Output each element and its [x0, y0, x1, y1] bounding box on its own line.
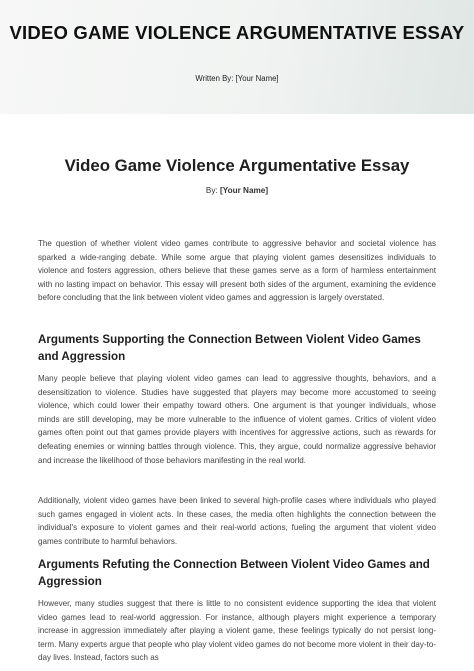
- heading-refuting: Arguments Refuting the Connection Between Violent Video Games and Aggression: [38, 558, 430, 588]
- document-title: Video Game Violence Argumentative Essay: [64, 156, 410, 175]
- heading-supporting: Arguments Supporting the Connection Between Violent Video Games and Aggression: [38, 333, 421, 363]
- banner-written-by: Written By: [Your Name]: [195, 74, 279, 83]
- header-banner: [0, 0, 474, 114]
- supporting-paragraph-1: Many people believe that playing violent video games can lead to aggressive thoughts, behaviors, and a desensitization to violence. Studies have suggested that players may become more accustomed to seeing violence, which could lower their empathy toward others. One argument is that younger individuals, whose minds are still developing, may be more vulnerable to the influence of violent games. Critics of violent video games often point out that games provide players with incentives for aggressive actions, such as rewards for defeating enemies or winning battles through violence. This, they argue, could normalize aggressive behavior and increase the likelihood of those behaviors manifesting in the real world.: [38, 374, 436, 465]
- intro-paragraph: The question of whether violent video games contribute to aggressive behavior and societal violence has sparked a wide-ranging debate. While some argue that playing violent games desensitizes individuals to violence and fosters aggression, others believe that these games serve as a form of harmless entertainment with no lasting impact on behavior. This essay will present both sides of the argument, examining the evidence before concluding that the link between violent video games and aggression is largely overstated.: [38, 239, 436, 303]
- banner-title: VIDEO GAME VIOLENCE ARGUMENTATIVE ESSAY: [9, 22, 465, 43]
- author-line: [0, 186, 474, 195]
- author-name: [Your Name]: [220, 186, 269, 195]
- by-label: By:: [205, 186, 218, 195]
- supporting-paragraph-2: Additionally, violent video games have been linked to several high-profile cases where individuals who played such games engaged in violent acts. In these cases, the media often highlights the connection between the individual's exposure to violent games and their real-world actions, fueling the argument that violent video games contribute to harmful behaviors.: [38, 496, 436, 546]
- refuting-paragraph-1: However, many studies suggest that there is little to no consistent evidence supporting the idea that violent video games lead to real-world aggression. For instance, although players might experience a temporary increase in aggression immediately after playing a violent game, these feelings typically do not persist long-term. Many experts argue that people who play violent video games do not become more violent in their day-to-day lives. Instead, factors such as: [38, 599, 436, 663]
